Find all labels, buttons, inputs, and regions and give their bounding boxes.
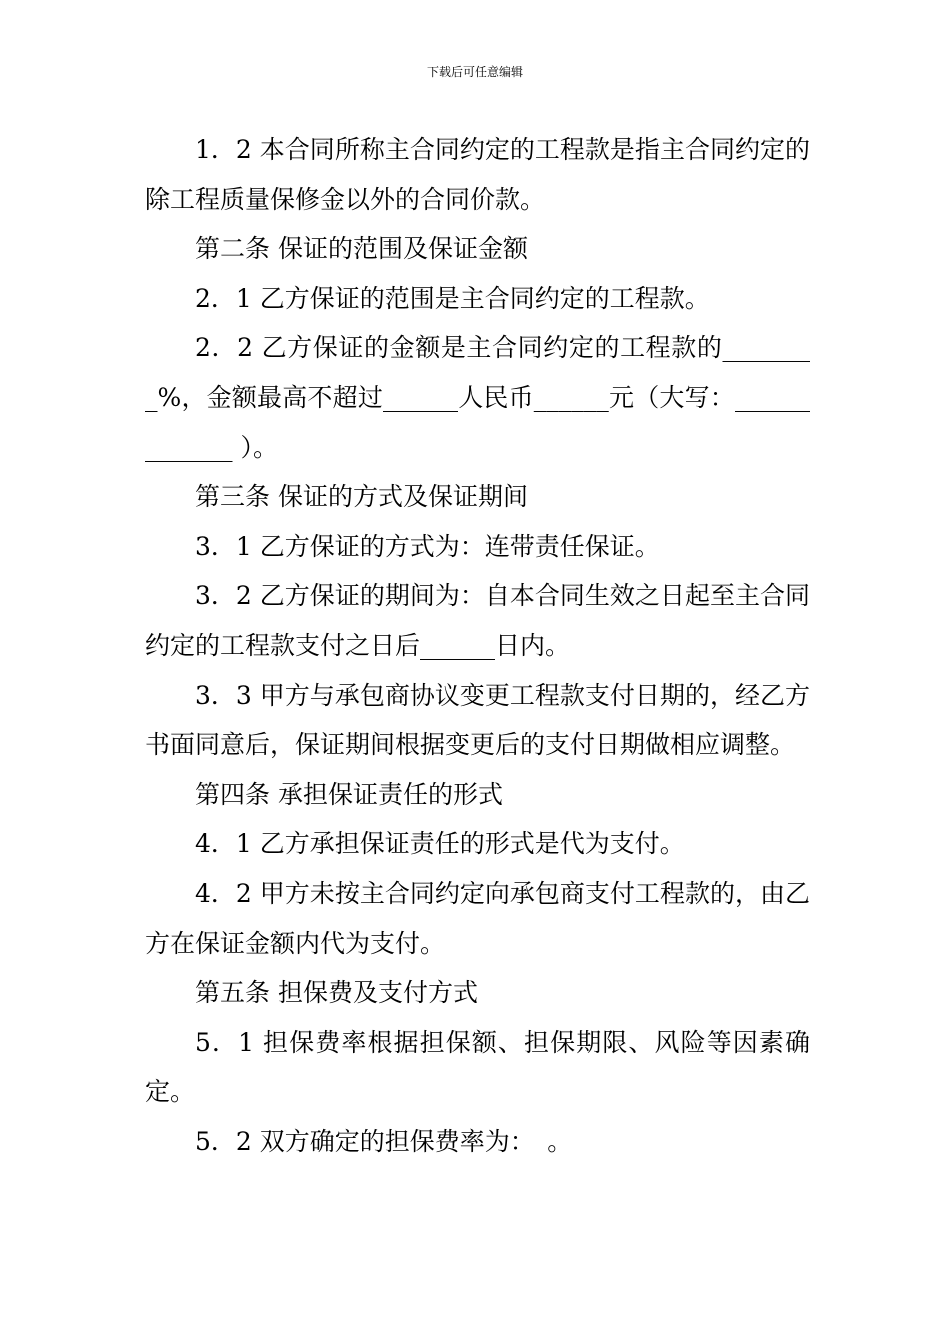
article-3-heading: 第三条 保证的方式及保证期间 <box>195 482 528 512</box>
clause-4-2: 4．2 甲方未按主合同约定向承包商支付工程款的，由乙方在保证金额内代为支付。 <box>145 878 810 958</box>
clause-3-3: 3．3 甲方与承包商协议变更工程款支付日期的，经乙方书面同意后，保证期间根据变更后的支付日期做相应调整。 <box>145 680 810 760</box>
article-5-heading: 第五条 担保费及支付方式 <box>195 978 478 1008</box>
clause-3-2: 3．2 乙方保证的期间为：自本合同生效之日起至主合同约定的工程款支付之日后______日内。 <box>145 581 810 660</box>
clause-2-2: 2．2 乙方保证的金额是主合同约定的工程款的________%，金额最高不超过______人民币______元（大写：_____________ ）。 <box>145 333 810 462</box>
article-2-heading: 第二条 保证的范围及保证金额 <box>195 234 528 264</box>
clause-5-1: 5．1 担保费率根据担保额、担保期限、风险等因素确定。 <box>145 1027 810 1107</box>
clause-3-1: 3．1 乙方保证的方式为：连带责任保证。 <box>195 531 660 561</box>
clause-5-2: 5．2 双方确定的担保费率为： 。 <box>195 1126 573 1156</box>
page-header: 下载后可任意编辑 <box>426 65 523 79</box>
document-body <box>145 125 810 1166</box>
clause-2-1: 2．1 乙方保证的范围是主合同约定的工程款。 <box>195 283 710 313</box>
article-4-heading: 第四条 承担保证责任的形式 <box>195 779 503 809</box>
clause-1-2: 1．2 本合同所称主合同约定的工程款是指主合同约定的除工程质量保修金以外的合同价款。 <box>145 135 810 214</box>
clause-4-1: 4．1 乙方承担保证责任的形式是代为支付。 <box>195 829 685 859</box>
